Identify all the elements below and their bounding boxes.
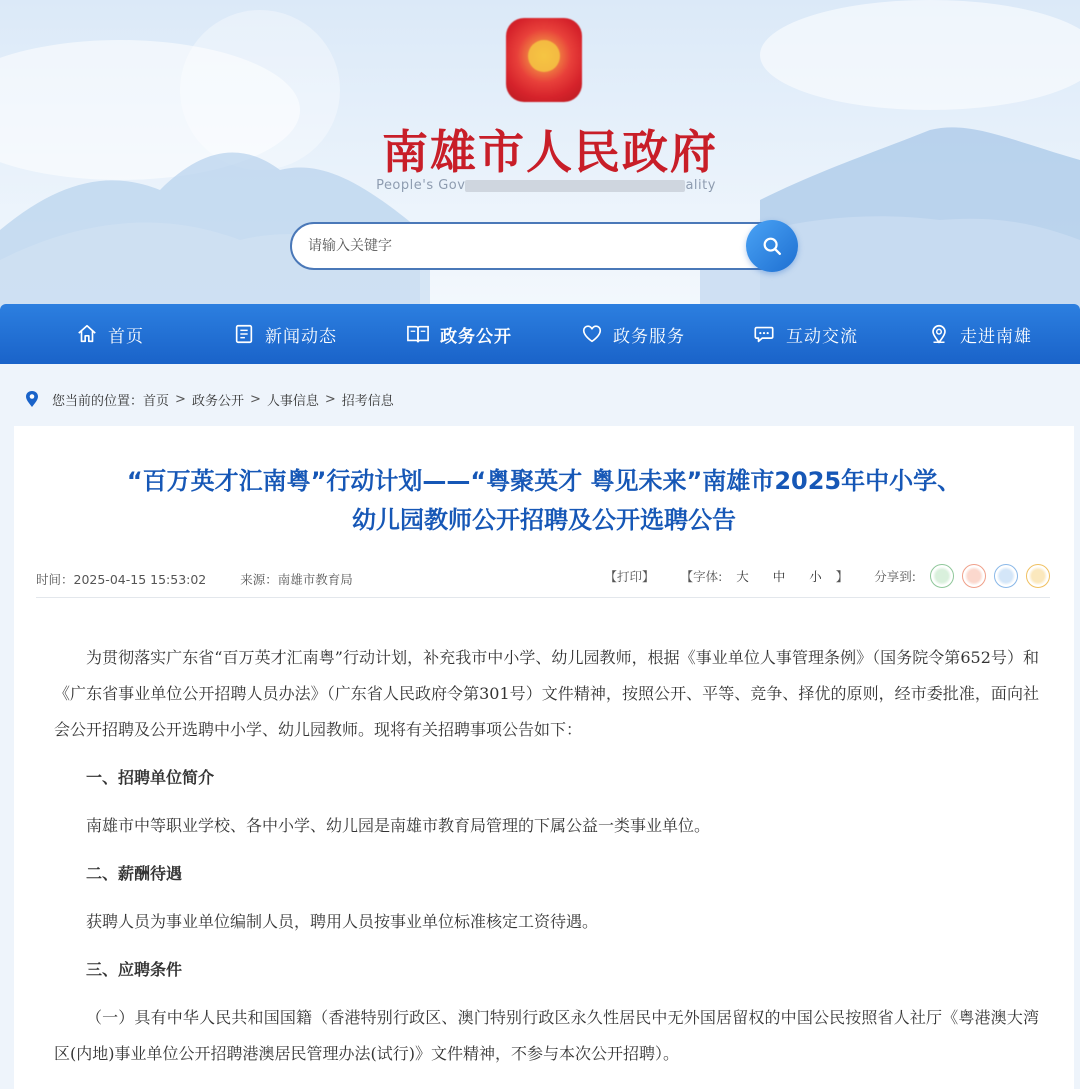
section-heading: 三、应聘条件 bbox=[86, 960, 183, 979]
breadcrumb-separator: > bbox=[324, 391, 336, 407]
paragraph: （一）具有中华人民共和国国籍（香港特别行政区、澳门特别行政区永久性居民中无外国居留权的中国公民按照省人社厅《粤港澳大湾区(内地)事业单位公开招聘港澳居民管理办法(试行)》文件精神，不参与本次公开招聘）。 bbox=[54, 1008, 1039, 1063]
heart-icon bbox=[581, 323, 603, 345]
search-input[interactable] bbox=[308, 234, 738, 258]
nav-label: 走进南雄 bbox=[960, 326, 1032, 347]
nav-item-gov-service[interactable] bbox=[581, 304, 685, 364]
breadcrumb-link-personnel[interactable]: 人事信息 bbox=[266, 393, 319, 409]
nav-item-interaction[interactable] bbox=[752, 304, 858, 364]
nav-item-gov-affairs[interactable] bbox=[406, 304, 512, 364]
home-icon bbox=[76, 323, 98, 345]
news-icon bbox=[233, 323, 255, 345]
font-medium-button[interactable]: 中 bbox=[772, 569, 786, 584]
breadcrumb-link-gov-affairs[interactable]: 政务公开 bbox=[191, 393, 244, 409]
search-box bbox=[290, 222, 796, 270]
nav-item-news[interactable] bbox=[233, 304, 337, 364]
site-subtitle: People's Gov ality bbox=[376, 178, 716, 193]
paragraph: 南雄市中等职业学校、各中小学、幼儿园是南雄市教育局管理的下属公益一类事业单位。 bbox=[86, 816, 711, 835]
nav-item-home[interactable] bbox=[76, 304, 144, 364]
article-source: 来源：南雄市教育局 bbox=[240, 572, 353, 587]
article-body bbox=[54, 640, 1039, 1084]
share-qq-icon[interactable] bbox=[994, 564, 1018, 588]
breadcrumb-separator: > bbox=[175, 391, 186, 407]
font-large-button[interactable]: 大 bbox=[736, 569, 749, 584]
nav-label: 首页 bbox=[108, 326, 144, 347]
share-wechat-icon[interactable] bbox=[930, 564, 954, 588]
search-icon bbox=[761, 235, 783, 257]
share-weibo-icon[interactable] bbox=[962, 564, 986, 588]
article-title: “百万英才汇南粤”行动计划——“粤聚英才 粤见未来”南雄市2025年中小学、 幼儿园教师公开招聘及公开选聘公告 bbox=[126, 467, 962, 534]
search-button[interactable] bbox=[746, 220, 798, 272]
header-banner bbox=[0, 0, 1080, 310]
font-small-button[interactable]: 小 bbox=[809, 569, 822, 584]
nav-label: 政务服务 bbox=[613, 326, 685, 347]
article-meta bbox=[36, 568, 1050, 598]
breadcrumb bbox=[24, 388, 394, 410]
print-button[interactable]: 【打印】 bbox=[604, 569, 655, 584]
article-card bbox=[14, 426, 1074, 1089]
book-icon bbox=[406, 323, 430, 345]
nav-item-about-nanxiong[interactable] bbox=[928, 304, 1032, 364]
breadcrumb-prefix: 您当前的位置： bbox=[52, 393, 144, 409]
site-title: 南雄市人民政府 bbox=[382, 125, 718, 179]
section-heading: 一、招聘单位简介 bbox=[86, 768, 215, 787]
location-icon bbox=[928, 323, 950, 345]
chat-icon bbox=[752, 323, 776, 345]
publish-time: 时间：2025-04-15 15:53:02 bbox=[36, 572, 207, 587]
nav-label: 政务公开 bbox=[440, 326, 512, 347]
share-label: 分享到: bbox=[874, 569, 916, 584]
nav-label: 新闻动态 bbox=[265, 326, 337, 347]
national-emblem bbox=[506, 18, 582, 102]
share-qzone-icon[interactable] bbox=[1026, 564, 1050, 588]
breadcrumb-link-home[interactable]: 首页 bbox=[143, 393, 170, 409]
main-nav bbox=[0, 304, 1080, 364]
breadcrumb-link-recruitment[interactable]: 招考信息 bbox=[341, 393, 394, 409]
paragraph: 为贯彻落实广东省“百万英才汇南粤”行动计划，补充我市中小学、幼儿园教师，根据《事业单位人事管理条例》（国务院令第652号）和《广东省事业单位公开招聘人员办法》（广东省人民政府令第301号）文件精神，按照公开、平等、竞争、择优的原则，经市委批准，面向社会公开招聘及公开选聘中小学、幼儿园教师。现将有关招聘事项公告如下： bbox=[54, 648, 1039, 739]
paragraph: 获聘人员为事业单位编制人员，聘用人员按事业单位标准核定工资待遇。 bbox=[86, 912, 599, 931]
font-size-control: 【字体: 大 中 小 】 bbox=[680, 569, 849, 584]
breadcrumb-separator: > bbox=[249, 391, 261, 407]
section-heading: 二、薪酬待遇 bbox=[86, 864, 183, 883]
nav-label: 互动交流 bbox=[786, 326, 858, 347]
location-pin-icon bbox=[24, 390, 40, 408]
